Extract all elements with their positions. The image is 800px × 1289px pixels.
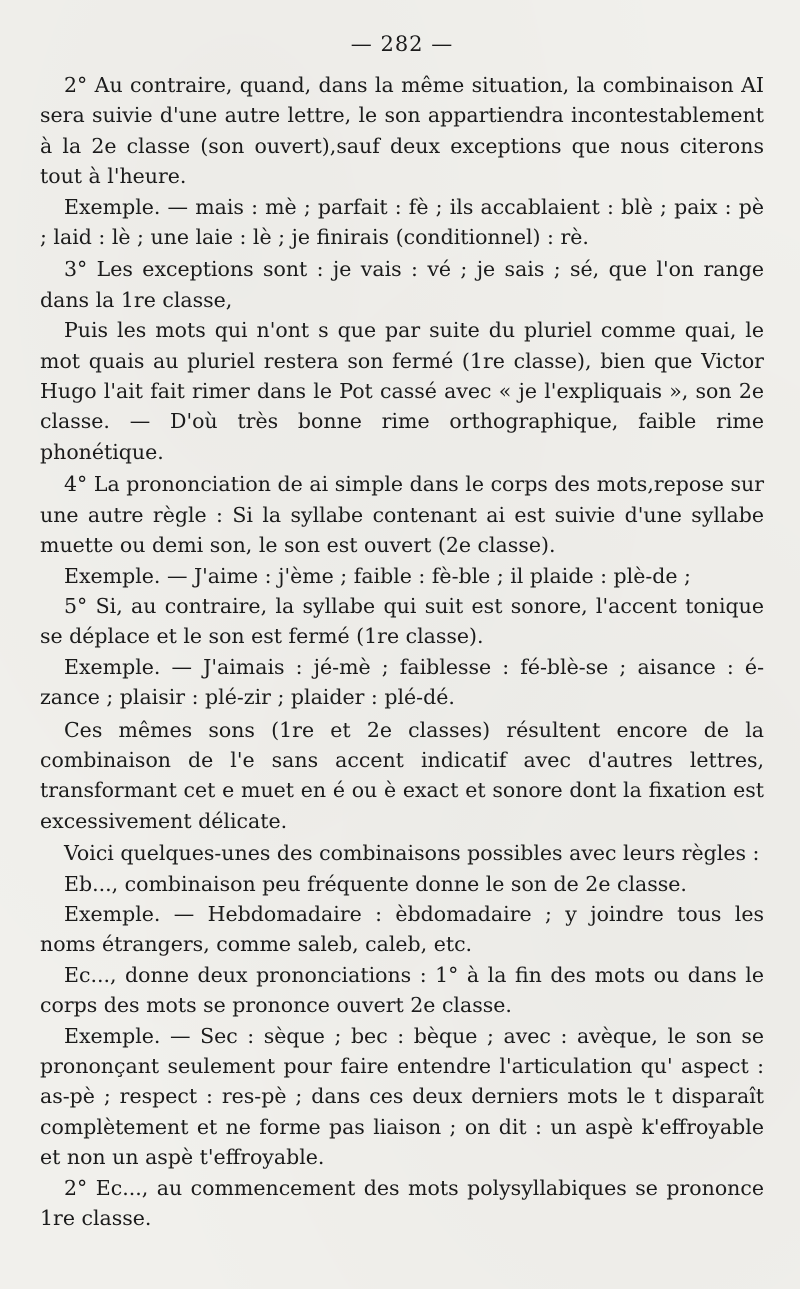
body-text xyxy=(40,70,764,1233)
paragraph: Exemple. — Hebdomadaire : èbdomadaire ; y joindre tous les noms étrangers, comme saleb, caleb, etc. xyxy=(40,901,764,957)
paragraph: 5° Si, au contraire, la syllabe qui suit est sonore, l'accent tonique se déplace et le son est fermé (1re classe). xyxy=(40,593,764,649)
paragraph: Ec..., donne deux prononciations : 1° à la fin des mots ou dans le corps des mots se prononce ouvert 2e classe. xyxy=(40,962,764,1018)
paragraph: Exemple. — mais : mè ; parfait : fè ; ils accablaient : blè ; paix : pè ; laid : lè ; une laie : lè ; je finirais (conditionnel) : rè. xyxy=(40,194,764,250)
paragraph: 2° Ec..., au commencement des mots polysyllabiques se prononce 1re classe. xyxy=(40,1175,764,1231)
paragraph: Puis les mots qui n'ont s que par suite du pluriel comme quai, le mot quais au pluriel restera son fermé (1re classe), bien que Victor Hugo l'ait fait rimer dans le Pot cassé avec « je l'expliquais », son 2e classe. — D'où très bonne rime orthographique, faible rime phonétique. xyxy=(40,318,764,464)
paragraph: 2° Au contraire, quand, dans la même situation, la combinaison AI sera suivie d'une autre lettre, le son appartiendra incontestablement à la 2e classe (son ouvert),sauf deux exceptions que nous citerons tout à l'heure. xyxy=(40,73,764,189)
paragraph: Ces mêmes sons (1re et 2e classes) résultent encore de la combinaison de l'e sans accent indicatif avec d'autres lettres, transformant cet e muet en é ou è exact et sonore dont la fixation est excessivement délicate. xyxy=(40,717,764,833)
paragraph: Eb..., combinaison peu fréquente donne le son de 2e classe. xyxy=(64,871,687,896)
paragraph: Exemple. — J'aimais : jé-mè ; faiblesse : fé-blè-se ; aisance : é-zance ; plaisir : plé-zir ; plaider : plé-dé. xyxy=(40,654,764,710)
paragraph: Exemple. — Sec : sèque ; bec : bèque ; avec : avèque, le son se prononçant seulement pour faire entendre l'articulation qu' aspect : as-pè ; respect : res-pè ; dans ces deux derniers mots le t disparaît complètement et ne forme pas liaison ; on dit : un aspè k'effroyable et non un aspè t'effroyable. xyxy=(40,1023,764,1170)
paragraph: Exemple. — J'aime : j'ème ; faible : fè-ble ; il plaide : plè-de ; xyxy=(64,563,691,588)
paragraph: 4° La prononciation de ai simple dans le corps des mots,repose sur une autre règle : Si la syllabe contenant ai est suivie d'une syllabe muette ou demi son, le son est ouvert (2e classe). xyxy=(40,472,764,558)
page-number: — 282 — xyxy=(350,32,454,56)
paragraph: Voici quelques-unes des combinaisons possibles avec leurs règles : xyxy=(64,841,760,866)
paragraph: 3° Les exceptions sont : je vais : vé ; je sais ; sé, que l'on range dans la 1re classe, xyxy=(40,257,764,312)
